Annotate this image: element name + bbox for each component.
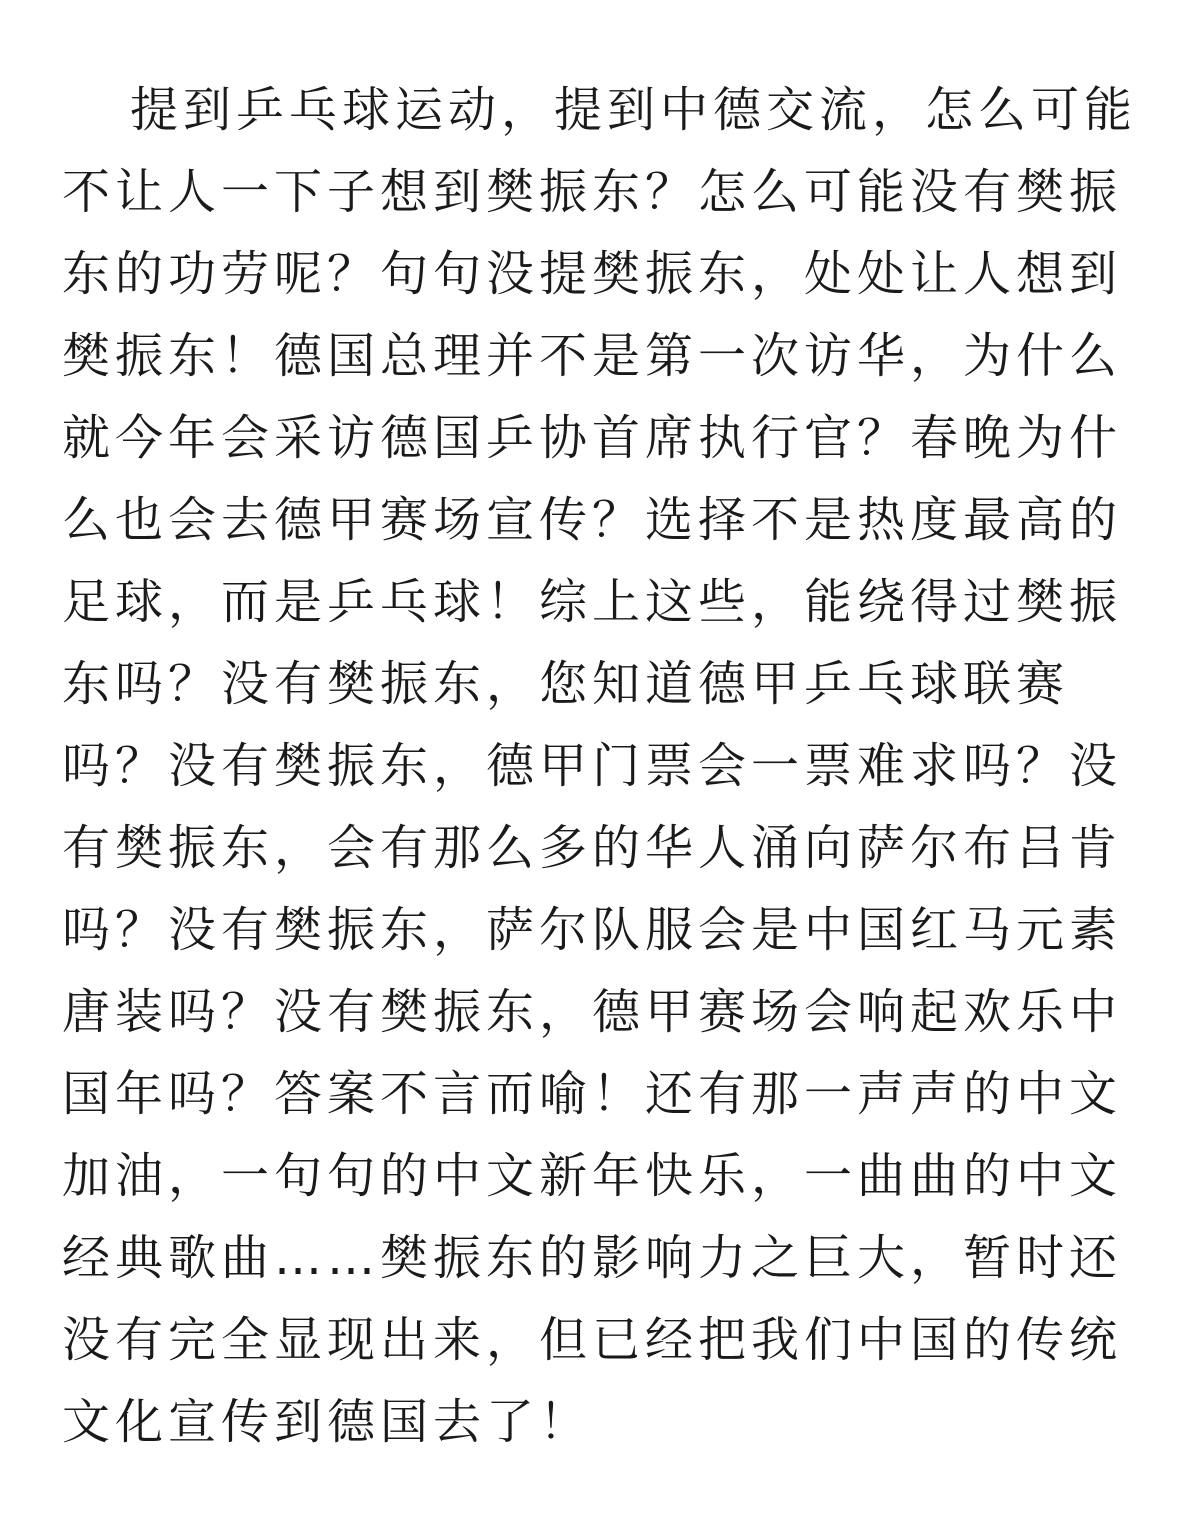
text-line: 唐装吗？没有樊振东，德甲赛场会响起欢乐中	[62, 984, 1123, 1040]
text-line: 吗？没有樊振东，萨尔队服会是中国红马元素	[62, 902, 1123, 958]
text-line: 东的功劳呢？句句没提樊振东，处处让人想到	[62, 246, 1123, 302]
text-line: 东吗？没有樊振东，您知道德甲乒乓球联赛	[62, 656, 1070, 712]
text-line: 么也会去德甲赛场宣传？选择不是热度最高的	[62, 492, 1123, 548]
text-line: 不让人一下子想到樊振东？怎么可能没有樊振	[62, 164, 1123, 220]
text-line: 吗？没有樊振东，德甲门票会一票难求吗？没	[62, 738, 1123, 794]
text-line: 没有完全显现出来，但已经把我们中国的传统	[62, 1312, 1123, 1368]
text-line: 就今年会采访德国乒协首席执行官？春晚为什	[62, 410, 1123, 466]
text-line: 经典歌曲……樊振东的影响力之巨大，暂时还	[62, 1230, 1123, 1286]
text-line: 有樊振东，会有那么多的华人涌向萨尔布吕肯	[62, 820, 1123, 876]
text-line: 国年吗？答案不言而喻！还有那一声声的中文	[62, 1066, 1123, 1122]
text-line: 樊振东！德国总理并不是第一次访华，为什么	[62, 328, 1123, 384]
text-line: 文化宣传到德国去了！	[62, 1394, 593, 1450]
text-line: 加油，一句句的中文新年快乐，一曲曲的中文	[62, 1148, 1123, 1204]
text-line: 提到乒乓球运动，提到中德交流，怎么可能	[130, 82, 1138, 138]
article-body	[62, 69, 1142, 1463]
text-line: 足球，而是乒乓球！综上这些，能绕得过樊振	[62, 574, 1123, 630]
